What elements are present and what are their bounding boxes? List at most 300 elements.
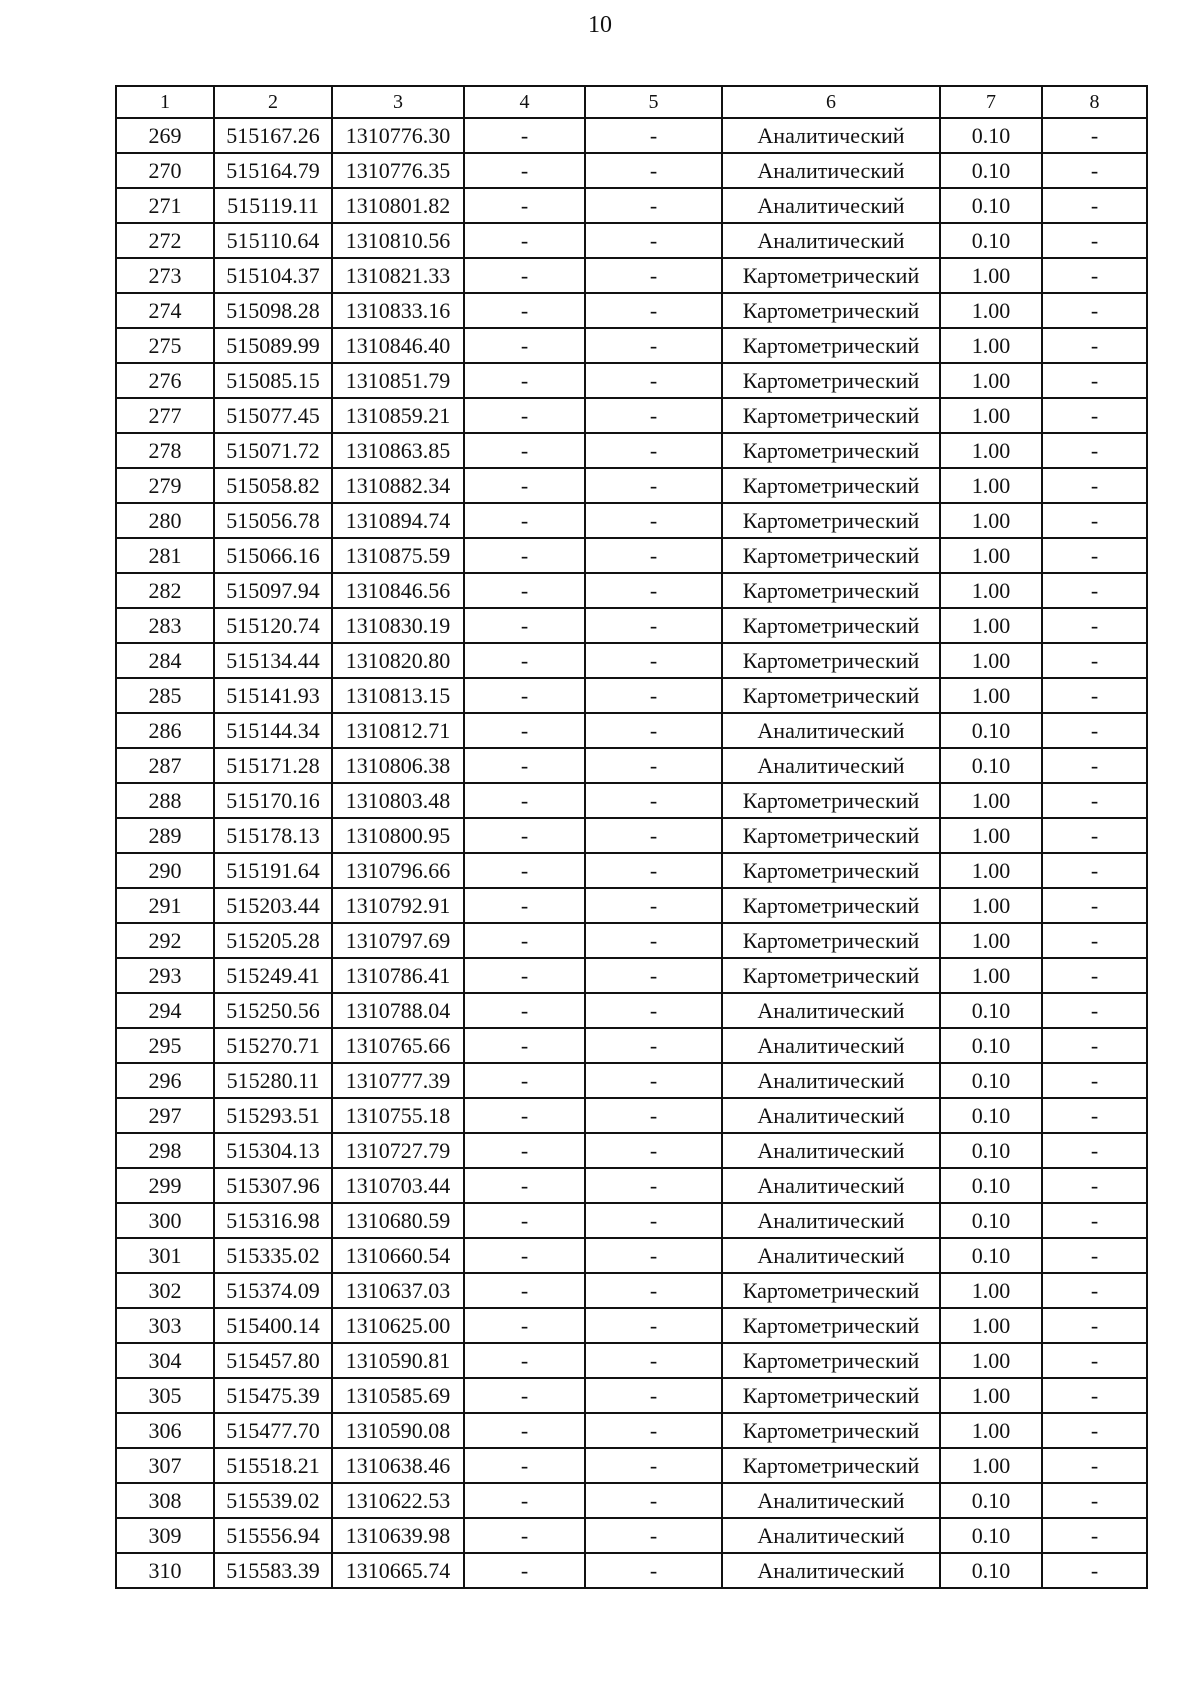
column-4-cell: - <box>464 503 585 538</box>
column-4-cell: - <box>464 223 585 258</box>
accuracy-cell: 1.00 <box>940 468 1042 503</box>
column-8-cell: - <box>1042 748 1147 783</box>
point-number-cell: 285 <box>116 678 214 713</box>
column-4-cell: - <box>464 118 585 153</box>
method-cell: Картометрический <box>722 1378 940 1413</box>
y-coordinate-cell: 1310776.35 <box>332 153 464 188</box>
column-5-cell: - <box>585 1518 722 1553</box>
column-4-cell: - <box>464 1203 585 1238</box>
column-4-cell: - <box>464 538 585 573</box>
column-5-cell: - <box>585 503 722 538</box>
point-number-cell: 308 <box>116 1483 214 1518</box>
column-5-cell: - <box>585 1343 722 1378</box>
point-number-cell: 297 <box>116 1098 214 1133</box>
method-cell: Картометрический <box>722 293 940 328</box>
table-row <box>116 958 1147 993</box>
y-coordinate-cell: 1310846.40 <box>332 328 464 363</box>
y-coordinate-cell: 1310894.74 <box>332 503 464 538</box>
table-row <box>116 1063 1147 1098</box>
column-8-cell: - <box>1042 258 1147 293</box>
method-cell: Картометрический <box>722 888 940 923</box>
column-5-cell: - <box>585 958 722 993</box>
column-header: 3 <box>332 86 464 118</box>
table-row <box>116 118 1147 153</box>
point-number-cell: 310 <box>116 1553 214 1588</box>
column-4-cell: - <box>464 328 585 363</box>
table-row <box>116 608 1147 643</box>
column-4-cell: - <box>464 1028 585 1063</box>
x-coordinate-cell: 515400.14 <box>214 1308 332 1343</box>
column-8-cell: - <box>1042 188 1147 223</box>
method-cell: Картометрический <box>722 608 940 643</box>
column-5-cell: - <box>585 783 722 818</box>
column-8-cell: - <box>1042 328 1147 363</box>
method-cell: Картометрический <box>722 503 940 538</box>
table-row <box>116 363 1147 398</box>
column-5-cell: - <box>585 1308 722 1343</box>
y-coordinate-cell: 1310765.66 <box>332 1028 464 1063</box>
table-row <box>116 993 1147 1028</box>
column-5-cell: - <box>585 468 722 503</box>
point-number-cell: 283 <box>116 608 214 643</box>
column-8-cell: - <box>1042 1203 1147 1238</box>
column-4-cell: - <box>464 888 585 923</box>
table-row <box>116 923 1147 958</box>
y-coordinate-cell: 1310590.81 <box>332 1343 464 1378</box>
column-header: 8 <box>1042 86 1147 118</box>
point-number-cell: 276 <box>116 363 214 398</box>
table-row <box>116 1028 1147 1063</box>
method-cell: Картометрический <box>722 363 940 398</box>
x-coordinate-cell: 515583.39 <box>214 1553 332 1588</box>
x-coordinate-cell: 515110.64 <box>214 223 332 258</box>
column-header: 5 <box>585 86 722 118</box>
column-8-cell: - <box>1042 1413 1147 1448</box>
point-number-cell: 280 <box>116 503 214 538</box>
column-4-cell: - <box>464 608 585 643</box>
column-4-cell: - <box>464 1098 585 1133</box>
coordinates-table <box>115 85 1148 1589</box>
y-coordinate-cell: 1310788.04 <box>332 993 464 1028</box>
x-coordinate-cell: 515098.28 <box>214 293 332 328</box>
column-4-cell: - <box>464 1273 585 1308</box>
column-8-cell: - <box>1042 293 1147 328</box>
accuracy-cell: 0.10 <box>940 188 1042 223</box>
y-coordinate-cell: 1310680.59 <box>332 1203 464 1238</box>
method-cell: Картометрический <box>722 433 940 468</box>
column-5-cell: - <box>585 363 722 398</box>
point-number-cell: 287 <box>116 748 214 783</box>
point-number-cell: 269 <box>116 118 214 153</box>
point-number-cell: 294 <box>116 993 214 1028</box>
y-coordinate-cell: 1310797.69 <box>332 923 464 958</box>
column-4-cell: - <box>464 1168 585 1203</box>
column-5-cell: - <box>585 853 722 888</box>
column-8-cell: - <box>1042 678 1147 713</box>
column-4-cell: - <box>464 398 585 433</box>
point-number-cell: 305 <box>116 1378 214 1413</box>
column-5-cell: - <box>585 153 722 188</box>
accuracy-cell: 1.00 <box>940 643 1042 678</box>
x-coordinate-cell: 515477.70 <box>214 1413 332 1448</box>
y-coordinate-cell: 1310792.91 <box>332 888 464 923</box>
table-row <box>116 1413 1147 1448</box>
accuracy-cell: 0.10 <box>940 748 1042 783</box>
x-coordinate-cell: 515071.72 <box>214 433 332 468</box>
column-4-cell: - <box>464 258 585 293</box>
method-cell: Аналитический <box>722 118 940 153</box>
column-5-cell: - <box>585 608 722 643</box>
column-8-cell: - <box>1042 223 1147 258</box>
point-number-cell: 299 <box>116 1168 214 1203</box>
column-5-cell: - <box>585 713 722 748</box>
column-4-cell: - <box>464 188 585 223</box>
accuracy-cell: 1.00 <box>940 363 1042 398</box>
point-number-cell: 274 <box>116 293 214 328</box>
column-8-cell: - <box>1042 1378 1147 1413</box>
accuracy-cell: 1.00 <box>940 1378 1042 1413</box>
x-coordinate-cell: 515167.26 <box>214 118 332 153</box>
table-row <box>116 1203 1147 1238</box>
table-row <box>116 1343 1147 1378</box>
table-row <box>116 1448 1147 1483</box>
point-number-cell: 273 <box>116 258 214 293</box>
accuracy-cell: 0.10 <box>940 1028 1042 1063</box>
x-coordinate-cell: 515066.16 <box>214 538 332 573</box>
column-4-cell: - <box>464 363 585 398</box>
accuracy-cell: 0.10 <box>940 1518 1042 1553</box>
x-coordinate-cell: 515316.98 <box>214 1203 332 1238</box>
method-cell: Картометрический <box>722 468 940 503</box>
y-coordinate-cell: 1310800.95 <box>332 818 464 853</box>
x-coordinate-cell: 515191.64 <box>214 853 332 888</box>
column-5-cell: - <box>585 1273 722 1308</box>
accuracy-cell: 0.10 <box>940 118 1042 153</box>
y-coordinate-cell: 1310806.38 <box>332 748 464 783</box>
accuracy-cell: 0.10 <box>940 1133 1042 1168</box>
point-number-cell: 272 <box>116 223 214 258</box>
accuracy-cell: 1.00 <box>940 573 1042 608</box>
column-5-cell: - <box>585 1448 722 1483</box>
accuracy-cell: 0.10 <box>940 1203 1042 1238</box>
method-cell: Аналитический <box>722 1028 940 1063</box>
method-cell: Аналитический <box>722 1483 940 1518</box>
x-coordinate-cell: 515178.13 <box>214 818 332 853</box>
method-cell: Картометрический <box>722 1413 940 1448</box>
column-4-cell: - <box>464 1133 585 1168</box>
x-coordinate-cell: 515304.13 <box>214 1133 332 1168</box>
column-8-cell: - <box>1042 1553 1147 1588</box>
column-5-cell: - <box>585 678 722 713</box>
accuracy-cell: 1.00 <box>940 398 1042 433</box>
y-coordinate-cell: 1310625.00 <box>332 1308 464 1343</box>
column-5-cell: - <box>585 818 722 853</box>
accuracy-cell: 1.00 <box>940 433 1042 468</box>
y-coordinate-cell: 1310727.79 <box>332 1133 464 1168</box>
x-coordinate-cell: 515293.51 <box>214 1098 332 1133</box>
y-coordinate-cell: 1310703.44 <box>332 1168 464 1203</box>
column-8-cell: - <box>1042 433 1147 468</box>
x-coordinate-cell: 515170.16 <box>214 783 332 818</box>
accuracy-cell: 0.10 <box>940 1168 1042 1203</box>
y-coordinate-cell: 1310801.82 <box>332 188 464 223</box>
column-8-cell: - <box>1042 503 1147 538</box>
table-row <box>116 678 1147 713</box>
method-cell: Аналитический <box>722 1553 940 1588</box>
point-number-cell: 289 <box>116 818 214 853</box>
column-8-cell: - <box>1042 153 1147 188</box>
column-4-cell: - <box>464 1343 585 1378</box>
point-number-cell: 303 <box>116 1308 214 1343</box>
column-5-cell: - <box>585 293 722 328</box>
y-coordinate-cell: 1310585.69 <box>332 1378 464 1413</box>
table-row <box>116 328 1147 363</box>
column-5-cell: - <box>585 1098 722 1133</box>
accuracy-cell: 1.00 <box>940 1413 1042 1448</box>
table-row <box>116 258 1147 293</box>
table-row <box>116 1308 1147 1343</box>
y-coordinate-cell: 1310833.16 <box>332 293 464 328</box>
point-number-cell: 275 <box>116 328 214 363</box>
column-8-cell: - <box>1042 1133 1147 1168</box>
method-cell: Картометрический <box>722 643 940 678</box>
point-number-cell: 292 <box>116 923 214 958</box>
y-coordinate-cell: 1310755.18 <box>332 1098 464 1133</box>
column-8-cell: - <box>1042 853 1147 888</box>
y-coordinate-cell: 1310813.15 <box>332 678 464 713</box>
column-4-cell: - <box>464 1553 585 1588</box>
column-5-cell: - <box>585 223 722 258</box>
method-cell: Аналитический <box>722 153 940 188</box>
column-4-cell: - <box>464 993 585 1028</box>
column-5-cell: - <box>585 328 722 363</box>
method-cell: Аналитический <box>722 1168 940 1203</box>
x-coordinate-cell: 515144.34 <box>214 713 332 748</box>
accuracy-cell: 1.00 <box>940 328 1042 363</box>
y-coordinate-cell: 1310820.80 <box>332 643 464 678</box>
point-number-cell: 288 <box>116 783 214 818</box>
column-5-cell: - <box>585 923 722 958</box>
method-cell: Картометрический <box>722 328 940 363</box>
point-number-cell: 300 <box>116 1203 214 1238</box>
method-cell: Картометрический <box>722 678 940 713</box>
column-4-cell: - <box>464 293 585 328</box>
x-coordinate-cell: 515250.56 <box>214 993 332 1028</box>
table-row <box>116 573 1147 608</box>
y-coordinate-cell: 1310875.59 <box>332 538 464 573</box>
x-coordinate-cell: 515120.74 <box>214 608 332 643</box>
column-5-cell: - <box>585 573 722 608</box>
point-number-cell: 284 <box>116 643 214 678</box>
method-cell: Картометрический <box>722 853 940 888</box>
x-coordinate-cell: 515077.45 <box>214 398 332 433</box>
accuracy-cell: 0.10 <box>940 1238 1042 1273</box>
y-coordinate-cell: 1310660.54 <box>332 1238 464 1273</box>
table-row <box>116 223 1147 258</box>
method-cell: Аналитический <box>722 1098 940 1133</box>
point-number-cell: 293 <box>116 958 214 993</box>
method-cell: Картометрический <box>722 258 940 293</box>
accuracy-cell: 1.00 <box>940 1308 1042 1343</box>
accuracy-cell: 1.00 <box>940 958 1042 993</box>
method-cell: Аналитический <box>722 1203 940 1238</box>
y-coordinate-cell: 1310638.46 <box>332 1448 464 1483</box>
column-5-cell: - <box>585 1413 722 1448</box>
column-5-cell: - <box>585 538 722 573</box>
y-coordinate-cell: 1310812.71 <box>332 713 464 748</box>
method-cell: Картометрический <box>722 573 940 608</box>
point-number-cell: 286 <box>116 713 214 748</box>
table-body <box>116 118 1147 1588</box>
table-row <box>116 468 1147 503</box>
method-cell: Картометрический <box>722 958 940 993</box>
x-coordinate-cell: 515164.79 <box>214 153 332 188</box>
table-row <box>116 153 1147 188</box>
column-8-cell: - <box>1042 608 1147 643</box>
column-5-cell: - <box>585 118 722 153</box>
column-4-cell: - <box>464 1308 585 1343</box>
column-8-cell: - <box>1042 1028 1147 1063</box>
y-coordinate-cell: 1310622.53 <box>332 1483 464 1518</box>
accuracy-cell: 1.00 <box>940 538 1042 573</box>
column-5-cell: - <box>585 1203 722 1238</box>
point-number-cell: 301 <box>116 1238 214 1273</box>
x-coordinate-cell: 515307.96 <box>214 1168 332 1203</box>
point-number-cell: 282 <box>116 573 214 608</box>
table-row <box>116 643 1147 678</box>
x-coordinate-cell: 515249.41 <box>214 958 332 993</box>
column-4-cell: - <box>464 958 585 993</box>
column-4-cell: - <box>464 748 585 783</box>
accuracy-cell: 1.00 <box>940 1343 1042 1378</box>
accuracy-cell: 0.10 <box>940 993 1042 1028</box>
x-coordinate-cell: 515171.28 <box>214 748 332 783</box>
column-4-cell: - <box>464 1063 585 1098</box>
column-8-cell: - <box>1042 958 1147 993</box>
column-4-cell: - <box>464 783 585 818</box>
table-row <box>116 713 1147 748</box>
x-coordinate-cell: 515141.93 <box>214 678 332 713</box>
table-row <box>116 433 1147 468</box>
method-cell: Аналитический <box>722 223 940 258</box>
column-header: 7 <box>940 86 1042 118</box>
x-coordinate-cell: 515104.37 <box>214 258 332 293</box>
x-coordinate-cell: 515335.02 <box>214 1238 332 1273</box>
x-coordinate-cell: 515089.99 <box>214 328 332 363</box>
method-cell: Аналитический <box>722 993 940 1028</box>
column-5-cell: - <box>585 993 722 1028</box>
column-5-cell: - <box>585 1553 722 1588</box>
column-4-cell: - <box>464 153 585 188</box>
column-5-cell: - <box>585 888 722 923</box>
y-coordinate-cell: 1310821.33 <box>332 258 464 293</box>
x-coordinate-cell: 515270.71 <box>214 1028 332 1063</box>
point-number-cell: 309 <box>116 1518 214 1553</box>
accuracy-cell: 1.00 <box>940 923 1042 958</box>
x-coordinate-cell: 515539.02 <box>214 1483 332 1518</box>
method-cell: Аналитический <box>722 1063 940 1098</box>
column-8-cell: - <box>1042 1518 1147 1553</box>
x-coordinate-cell: 515056.78 <box>214 503 332 538</box>
accuracy-cell: 1.00 <box>940 503 1042 538</box>
column-4-cell: - <box>464 1378 585 1413</box>
x-coordinate-cell: 515457.80 <box>214 1343 332 1378</box>
column-header: 4 <box>464 86 585 118</box>
accuracy-cell: 0.10 <box>940 1553 1042 1588</box>
y-coordinate-cell: 1310863.85 <box>332 433 464 468</box>
column-5-cell: - <box>585 1483 722 1518</box>
y-coordinate-cell: 1310777.39 <box>332 1063 464 1098</box>
y-coordinate-cell: 1310665.74 <box>332 1553 464 1588</box>
point-number-cell: 279 <box>116 468 214 503</box>
accuracy-cell: 1.00 <box>940 678 1042 713</box>
y-coordinate-cell: 1310882.34 <box>332 468 464 503</box>
y-coordinate-cell: 1310846.56 <box>332 573 464 608</box>
table-row <box>116 1553 1147 1588</box>
point-number-cell: 290 <box>116 853 214 888</box>
column-5-cell: - <box>585 1133 722 1168</box>
point-number-cell: 298 <box>116 1133 214 1168</box>
table-row <box>116 1133 1147 1168</box>
column-4-cell: - <box>464 468 585 503</box>
column-4-cell: - <box>464 433 585 468</box>
method-cell: Картометрический <box>722 1273 940 1308</box>
column-5-cell: - <box>585 188 722 223</box>
point-number-cell: 278 <box>116 433 214 468</box>
column-4-cell: - <box>464 1448 585 1483</box>
y-coordinate-cell: 1310776.30 <box>332 118 464 153</box>
y-coordinate-cell: 1310830.19 <box>332 608 464 643</box>
table-row <box>116 853 1147 888</box>
table-row <box>116 538 1147 573</box>
column-8-cell: - <box>1042 643 1147 678</box>
column-5-cell: - <box>585 1238 722 1273</box>
column-4-cell: - <box>464 853 585 888</box>
y-coordinate-cell: 1310639.98 <box>332 1518 464 1553</box>
y-coordinate-cell: 1310796.66 <box>332 853 464 888</box>
x-coordinate-cell: 515085.15 <box>214 363 332 398</box>
method-cell: Картометрический <box>722 818 940 853</box>
column-8-cell: - <box>1042 888 1147 923</box>
point-number-cell: 281 <box>116 538 214 573</box>
point-number-cell: 277 <box>116 398 214 433</box>
y-coordinate-cell: 1310803.48 <box>332 783 464 818</box>
column-8-cell: - <box>1042 573 1147 608</box>
column-8-cell: - <box>1042 363 1147 398</box>
column-5-cell: - <box>585 1168 722 1203</box>
table-row <box>116 188 1147 223</box>
x-coordinate-cell: 515475.39 <box>214 1378 332 1413</box>
method-cell: Картометрический <box>722 923 940 958</box>
column-5-cell: - <box>585 258 722 293</box>
table-row <box>116 783 1147 818</box>
accuracy-cell: 0.10 <box>940 1483 1042 1518</box>
column-8-cell: - <box>1042 1238 1147 1273</box>
column-4-cell: - <box>464 643 585 678</box>
column-8-cell: - <box>1042 1168 1147 1203</box>
x-coordinate-cell: 515134.44 <box>214 643 332 678</box>
table-header-row <box>116 86 1147 118</box>
point-number-cell: 271 <box>116 188 214 223</box>
accuracy-cell: 0.10 <box>940 713 1042 748</box>
method-cell: Аналитический <box>722 748 940 783</box>
point-number-cell: 302 <box>116 1273 214 1308</box>
accuracy-cell: 1.00 <box>940 608 1042 643</box>
table-row <box>116 1098 1147 1133</box>
point-number-cell: 307 <box>116 1448 214 1483</box>
column-8-cell: - <box>1042 1273 1147 1308</box>
table-row <box>116 1518 1147 1553</box>
